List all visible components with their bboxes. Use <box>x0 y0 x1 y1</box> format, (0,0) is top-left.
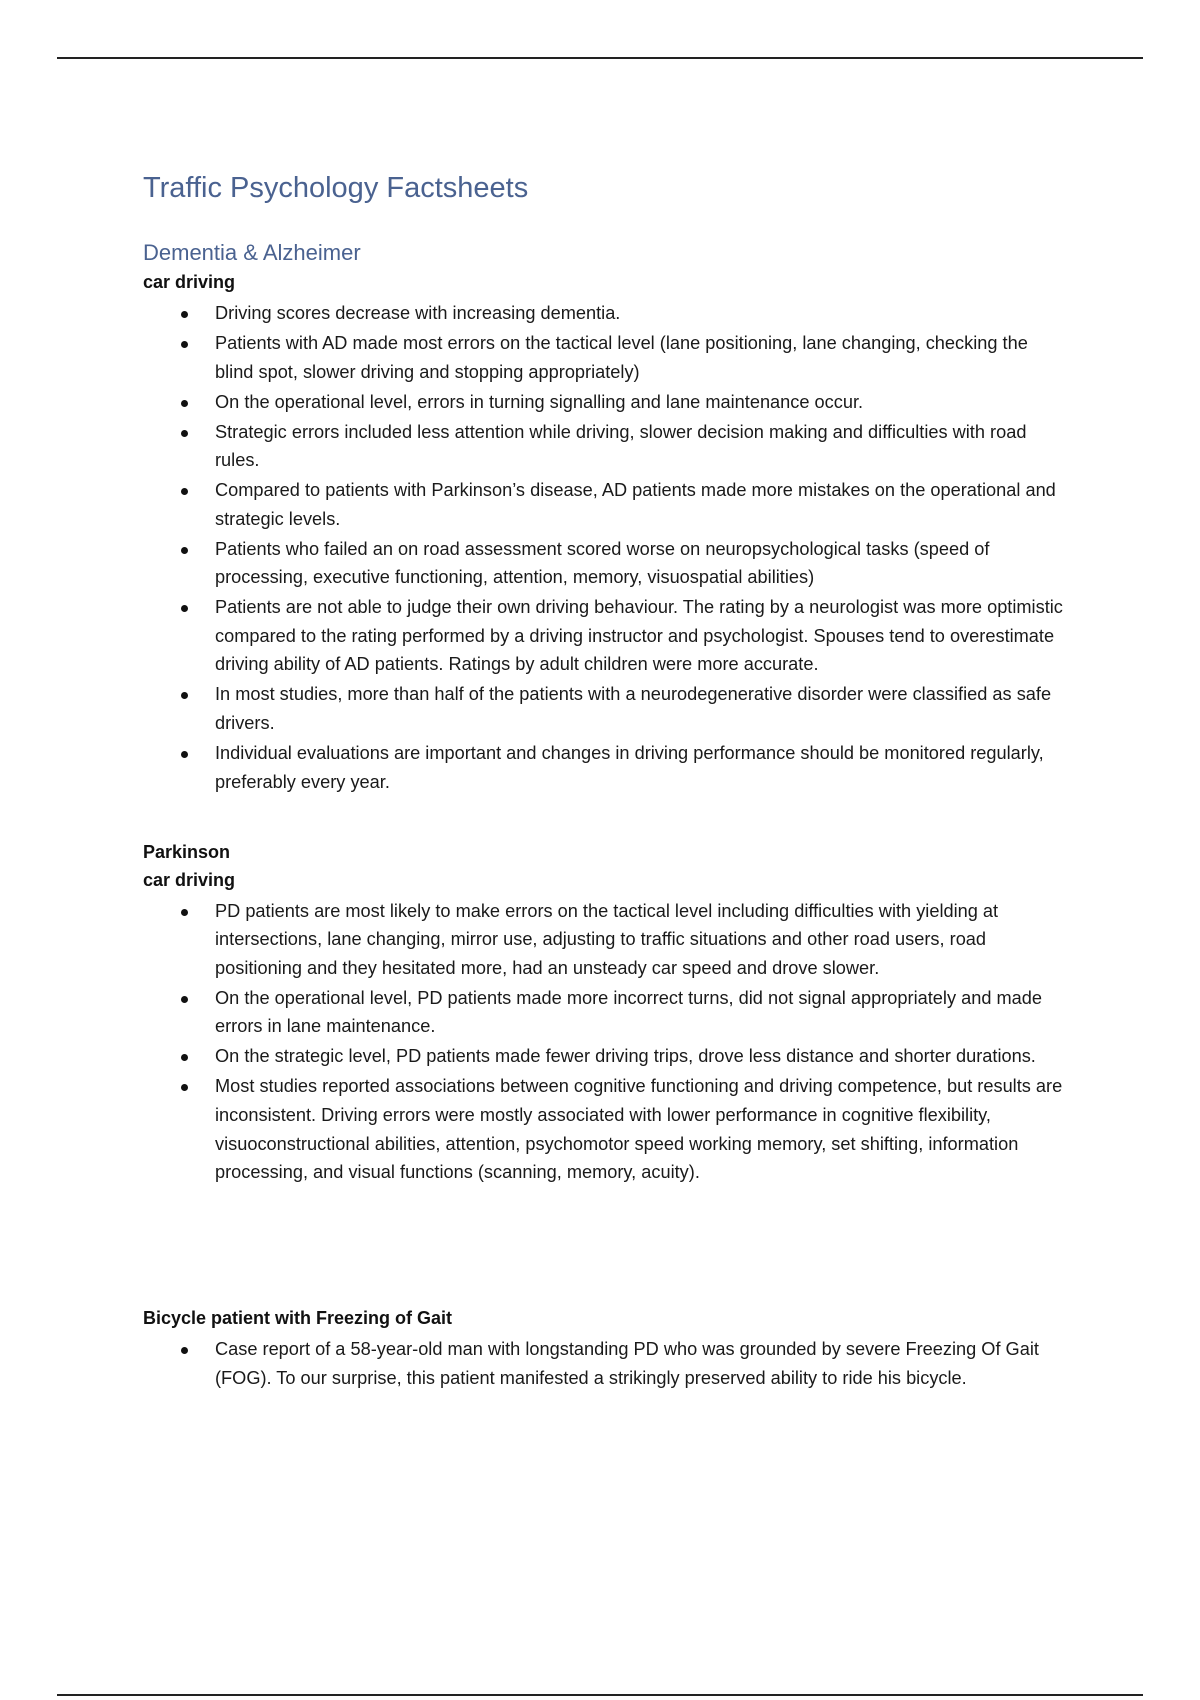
subheading-car-driving: car driving <box>143 869 236 890</box>
section-heading-bicycle: Bicycle patient with Freezing of Gait <box>143 1308 453 1329</box>
bullet-icon <box>181 996 188 1003</box>
document-body <box>143 168 1063 1394</box>
bullet-icon <box>181 605 188 612</box>
section-dementia <box>143 238 1063 796</box>
bullet-icon <box>181 692 188 699</box>
bullet-icon <box>181 547 188 554</box>
list-item: On the operational level, PD patients made more incorrect turns, did not signal appropriately and made errors in lane maintenance. <box>143 984 1063 1041</box>
list-item: PD patients are most likely to make errors on the tactical level including difficulties with yielding at intersections, lane changing, mirror use, adjusting to traffic situations and other road users, road positioning and they hesitated more, had an unsteady car speed and drove slower. <box>143 897 1063 983</box>
bullet-icon <box>181 751 188 758</box>
list-item: Strategic errors included less attention while driving, slower decision making and difficulties with road rules. <box>143 418 1063 475</box>
list-item: On the strategic level, PD patients made fewer driving trips, drove less distance and shorter durations. <box>143 1042 1063 1071</box>
bullet-icon <box>181 341 188 348</box>
list-item: Case report of a 58-year-old man with longstanding PD who was grounded by severe Freezing Of Gait (FOG). To our surprise, this patient manifested a strikingly preserved ability to ride his bicycle. <box>143 1335 1063 1392</box>
bottom-rule <box>57 1694 1143 1696</box>
list-item: Individual evaluations are important and changes in driving performance should be monitored regularly, preferably every year. <box>143 739 1063 796</box>
subheading-car-driving: car driving <box>143 272 236 292</box>
list-item: Patients with AD made most errors on the tactical level (lane positioning, lane changing, checking the blind spot, slower driving and stopping appropriately) <box>143 329 1063 386</box>
list-item: On the operational level, errors in turning signalling and lane maintenance occur. <box>143 388 1063 417</box>
bullet-list-dementia <box>143 299 1063 796</box>
list-item: In most studies, more than half of the patients with a neurodegenerative disorder were classified as safe drivers. <box>143 680 1063 737</box>
bullet-icon <box>181 1084 188 1091</box>
section-parkinson <box>143 838 1063 1187</box>
section-heading-dementia: Dementia & Alzheimer <box>143 240 361 265</box>
list-item: Driving scores decrease with increasing dementia. <box>143 299 1063 328</box>
list-item: Patients are not able to judge their own driving behaviour. The rating by a neurologist was more optimistic compared to the rating performed by a driving instructor and psychologist. Spouses tend to overestimate driving ability of AD patients. Ratings by adult children were more accurate. <box>143 593 1063 679</box>
bullet-icon <box>181 311 188 318</box>
bullet-list-bicycle <box>143 1335 1063 1392</box>
bullet-list-parkinson <box>143 897 1063 1187</box>
bullet-icon <box>181 1054 188 1061</box>
list-item: Compared to patients with Parkinson’s disease, AD patients made more mistakes on the operational and strategic levels. <box>143 476 1063 533</box>
spacer <box>143 1188 1063 1304</box>
spacer <box>143 798 1063 838</box>
bullet-icon <box>181 430 188 437</box>
top-rule <box>57 57 1143 59</box>
bullet-icon <box>181 488 188 495</box>
bullet-icon <box>181 400 188 407</box>
section-heading-parkinson: Parkinson <box>143 841 231 862</box>
bullet-icon <box>181 909 188 916</box>
bullet-icon <box>181 1347 188 1354</box>
document-title: Traffic Psychology Factsheets <box>143 172 529 204</box>
list-item: Most studies reported associations between cognitive functioning and driving competence, but results are inconsistent. Driving errors were mostly associated with lower performance in cognitive flexibility, visuoconstructional abilities, attention, psychomotor speed working memory, set shifting, information processing, and visual functions (scanning, memory, acuity). <box>143 1072 1063 1186</box>
list-item: Patients who failed an on road assessment scored worse on neuropsychological tasks (speed of processing, executive functioning, attention, memory, visuospatial abilities) <box>143 535 1063 592</box>
section-bicycle <box>143 1304 1063 1392</box>
